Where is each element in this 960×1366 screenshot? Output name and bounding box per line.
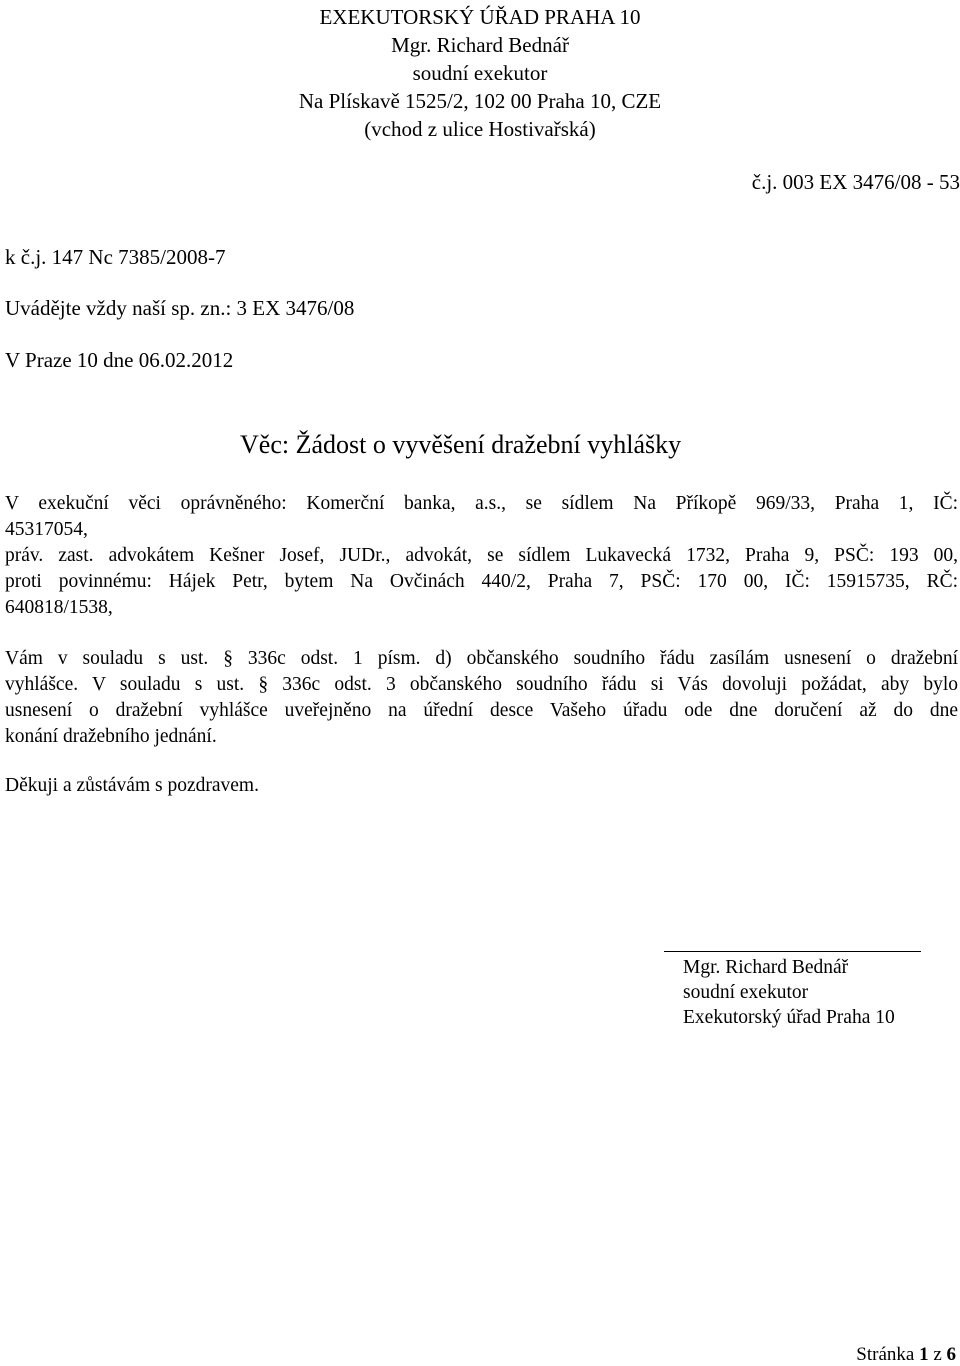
page-counter xyxy=(856,1344,956,1366)
signature-name: Mgr. Richard Bednář xyxy=(683,957,849,978)
our-reference: Uvádějte vždy naší sp. zn.: 3 EX 3476/08 xyxy=(5,296,355,320)
parties-line-4: proti povinnému: Hájek Petr, bytem Na Ovčinách 440/2, Praha 7, PSČ: 170 00, IČ: 15915735, RČ: xyxy=(5,571,958,592)
body-line-4: konání dražebního jednání. xyxy=(5,726,217,747)
body-line-1: Vám v souladu s ust. § 336c odst. 1 písm. d) občanského soudního řádu zasílám usnesení o dražební xyxy=(5,648,958,669)
parties-line-5: 640818/1538, xyxy=(5,597,113,618)
page-separator: z xyxy=(933,1344,942,1365)
parties-line-1: V exekuční věci oprávněného: Komerční banka, a.s., se sídlem Na Příkopě 969/33, Praha 1, IČ: xyxy=(5,493,958,514)
letterhead-role: soudní exekutor xyxy=(412,61,548,85)
letterhead-name: Mgr. Richard Bednář xyxy=(391,33,569,57)
parties-line-3: práv. zast. advokátem Kešner Josef, JUDr., advokát, se sídlem Lukavecká 1732, Praha 9, PSČ: 193 00, xyxy=(5,545,958,566)
body-line-3: usnesení o dražební vyhlášce uveřejněno na úřední desce Vašeho úřadu ode dne doručení až do dne xyxy=(5,700,958,721)
signature-role: soudní exekutor xyxy=(683,982,809,1003)
case-number: č.j. 003 EX 3476/08 - 53 xyxy=(751,170,960,194)
letterhead-address: Na Plískavě 1525/2, 102 00 Praha 10, CZE xyxy=(298,89,662,113)
court-reference: k č.j. 147 Nc 7385/2008-7 xyxy=(5,245,226,269)
letterhead-entrance: (vchod z ulice Hostivařská) xyxy=(364,117,596,141)
subject-line: Věc: Žádost o vyvěšení dražební vyhlášky xyxy=(240,430,682,459)
closing-line: Děkuji a zůstávám s pozdravem. xyxy=(5,775,259,796)
page-current: 1 xyxy=(919,1344,929,1365)
page-total: 6 xyxy=(946,1344,956,1365)
body-line-2: vyhlášce. V souladu s ust. § 336c odst. 3 občanského soudního řádu si Vás dovoluji požádat, aby bylo xyxy=(5,674,958,695)
parties-paragraph xyxy=(5,491,958,621)
signature-office: Exekutorský úřad Praha 10 xyxy=(683,1007,895,1028)
signature-rule xyxy=(664,951,921,952)
body-paragraph xyxy=(5,646,958,750)
signature-block xyxy=(683,955,895,1030)
parties-line-2: 45317054, xyxy=(5,519,88,540)
letterhead-office: EXEKUTORSKÝ ÚŘAD PRAHA 10 xyxy=(319,5,641,29)
letterhead xyxy=(230,3,730,143)
page-label: Stránka xyxy=(856,1344,915,1365)
date-line: V Praze 10 dne 06.02.2012 xyxy=(5,348,234,372)
